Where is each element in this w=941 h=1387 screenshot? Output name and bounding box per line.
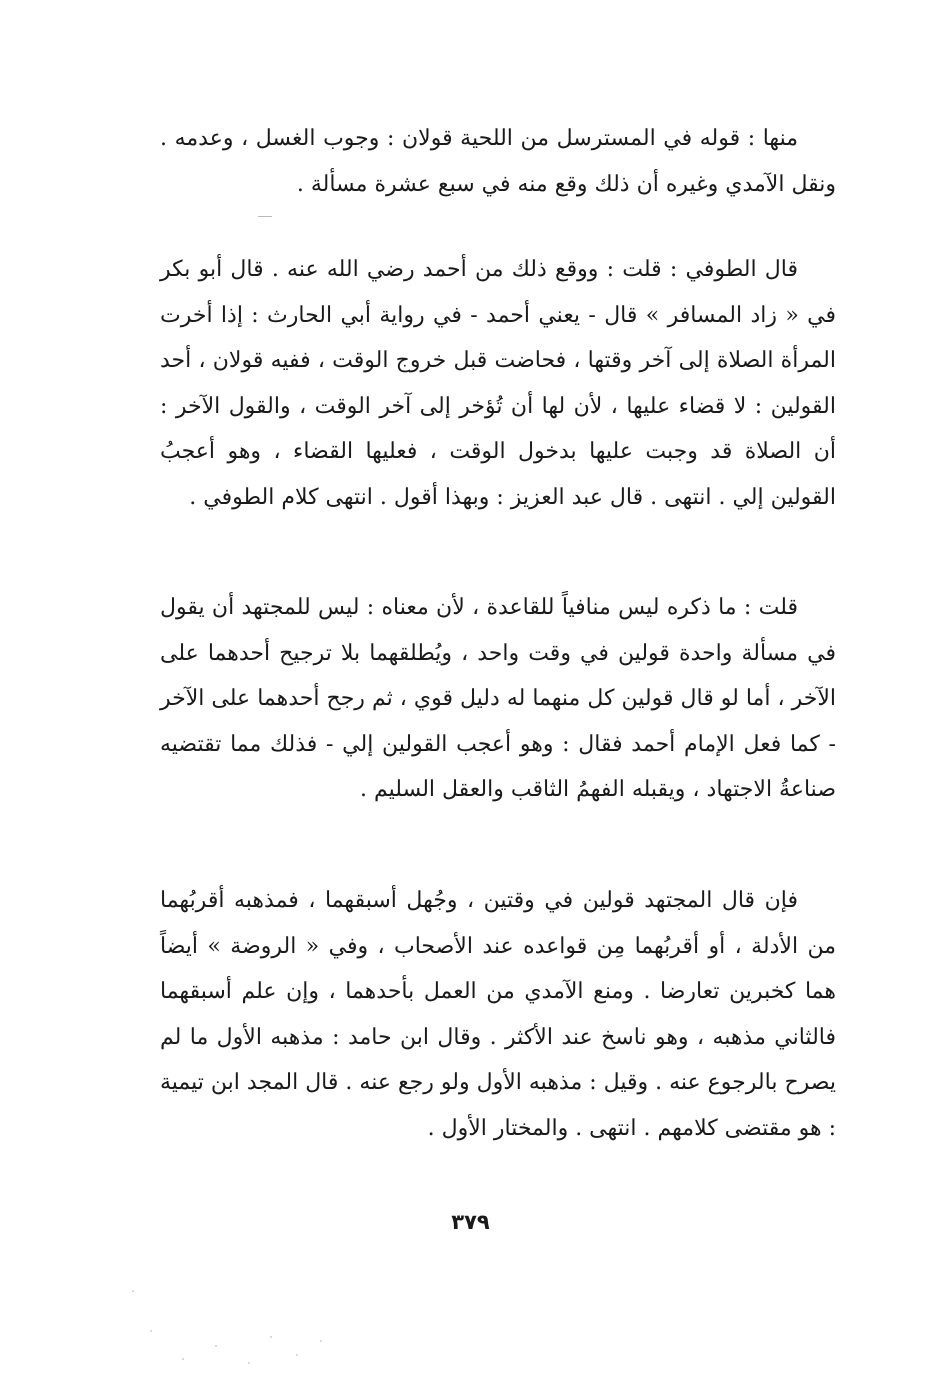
speck: [215, 1345, 217, 1347]
paragraph-3: [160, 585, 836, 813]
speck: [182, 1358, 184, 1360]
paragraph-4: [160, 878, 836, 1152]
paragraph-text: قال الطوفي : قلت : ووقع ذلك من أحمد رضي الله عنه . قال أبو بكر في « زاد المسافر » قال - يعني أحمد - في رواية أبي الحارث : إذا أخرت المرأة الصلاة إلى آخر وقتها ، فحاضت قبل خروج الوقت ، ففيه قولان ، أحد القولين : لا قضاء عليها ، لأن لها أن تُؤخر إلى آخر الوقت ، والقول الآخر : أن الصلاة قد وجبت عليها بدخول الوقت ، فعليها القضاء ، وهو أعجبُ القولين إلي . انتهى . قال عبد العزيز : وبهذا أقول . انتهى كلام الطوفي .: [160, 257, 836, 510]
divider-mark: [258, 216, 272, 217]
speck: [248, 1362, 250, 1364]
speck: [320, 1340, 322, 1342]
paragraph-2: [160, 247, 836, 521]
page-number: ٣٧٩: [451, 1210, 490, 1234]
paragraph-text: فإن قال المجتهد قولين في وقتين ، وجُهل أسبقهما ، فمذهبه أقربُهما من الأدلة ، أو أقربُهما مِن قواعده عند الأصحاب ، وفي « الروضة » أيضاً هما كخبرين تعارضا . ومنع الآمدي من العمل بأحدهما ، وإن علم أسبقهما فالثاني مذهبه ، وهو ناسخ عند الأكثر . وقال ابن حامد : مذهبه الأول ما لم يصرح بالرجوع عنه . وقيل : مذهبه الأول ولو رجع عنه . قال المجد ابن تيمية : هو مقتضى كلامهم . انتهى . والمختار الأول .: [160, 888, 836, 1141]
speck: [132, 1290, 134, 1292]
paragraph-text: منها : قوله في المسترسل من اللحية قولان : وجوب الغسل ، وعدمه . ونقل الآمدي وغيره أن ذلك وقع منه في سبع عشرة مسألة .: [160, 126, 836, 197]
speck: [270, 1336, 272, 1338]
scan-speckles: [120, 1270, 360, 1380]
speck: [150, 1330, 152, 1332]
paragraph-1: [160, 116, 836, 207]
speck: [296, 1354, 298, 1356]
paragraph-text: قلت : ما ذكره ليس منافياً للقاعدة ، لأن معناه : ليس للمجتهد أن يقول في مسألة واحدة قولين في وقت واحد ، ويُطلقهما بلا ترجيح أحدهما على الآخر ، أما لو قال قولين كل منهما له دليل قوي ، ثم رجح أحدهما على الآخر - كما فعل الإمام أحمد فقال : وهو أعجب القولين إلي - فذلك مما تقتضيه صناعةُ الاجتهاد ، ويقبله الفهمُ الثاقب والعقل السليم .: [160, 595, 836, 803]
